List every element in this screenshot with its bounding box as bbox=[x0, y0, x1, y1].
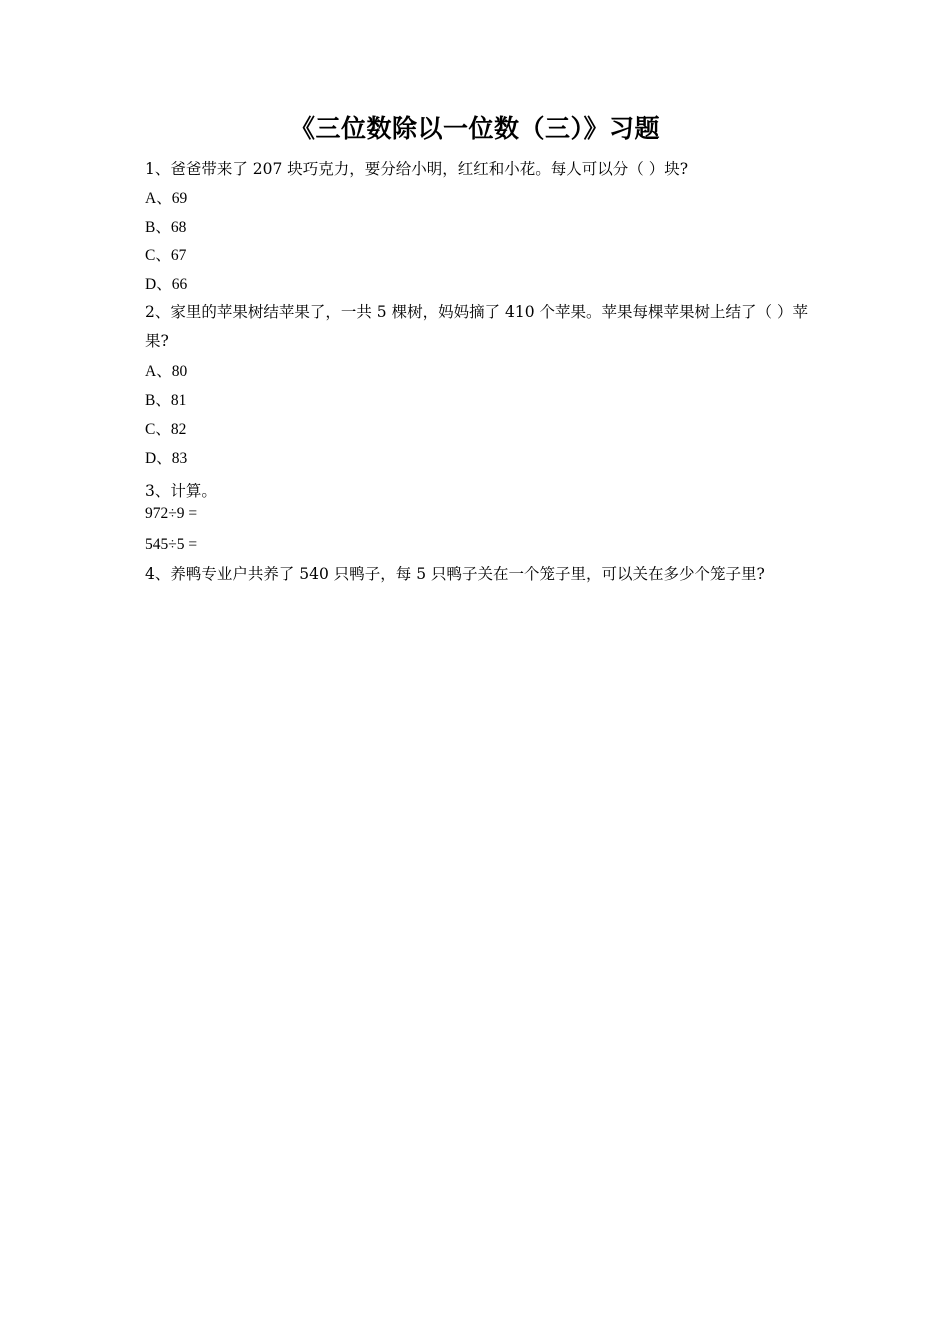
question-1-option-a: A、69 bbox=[145, 190, 188, 207]
question-1-option-d: D、66 bbox=[145, 276, 188, 293]
question-2-option-d: D、83 bbox=[145, 450, 188, 467]
question-1-option-c: C、67 bbox=[145, 247, 187, 264]
question-2-text: 2、家里的苹果树结苹果了，一共 5 棵树，妈妈摘了 410 个苹果。苹果每棵苹果树上结了（ ）苹果? bbox=[145, 303, 808, 350]
question-3-item-1: 972÷9 = bbox=[145, 505, 198, 522]
question-3-text: 3、计算。 bbox=[145, 482, 217, 500]
question-4-text: 4、养鸭专业户共养了 540 只鸭子，每 5 只鸭子关在一个笼子里，可以关在多少个笼子里? bbox=[145, 565, 765, 583]
page-title: 《三位数除以一位数（三）》习题 bbox=[289, 114, 660, 143]
question-1-text: 1、爸爸带来了 207 块巧克力，要分给小明，红红和小花。每人可以分（ ）块? bbox=[145, 160, 689, 178]
question-1-option-b: B、68 bbox=[145, 219, 187, 236]
question-2-option-b: B、81 bbox=[145, 392, 187, 409]
question-3-item-2: 545÷5 = bbox=[145, 536, 198, 553]
question-2-option-a: A、80 bbox=[145, 363, 188, 380]
question-2-option-c: C、82 bbox=[145, 421, 187, 438]
